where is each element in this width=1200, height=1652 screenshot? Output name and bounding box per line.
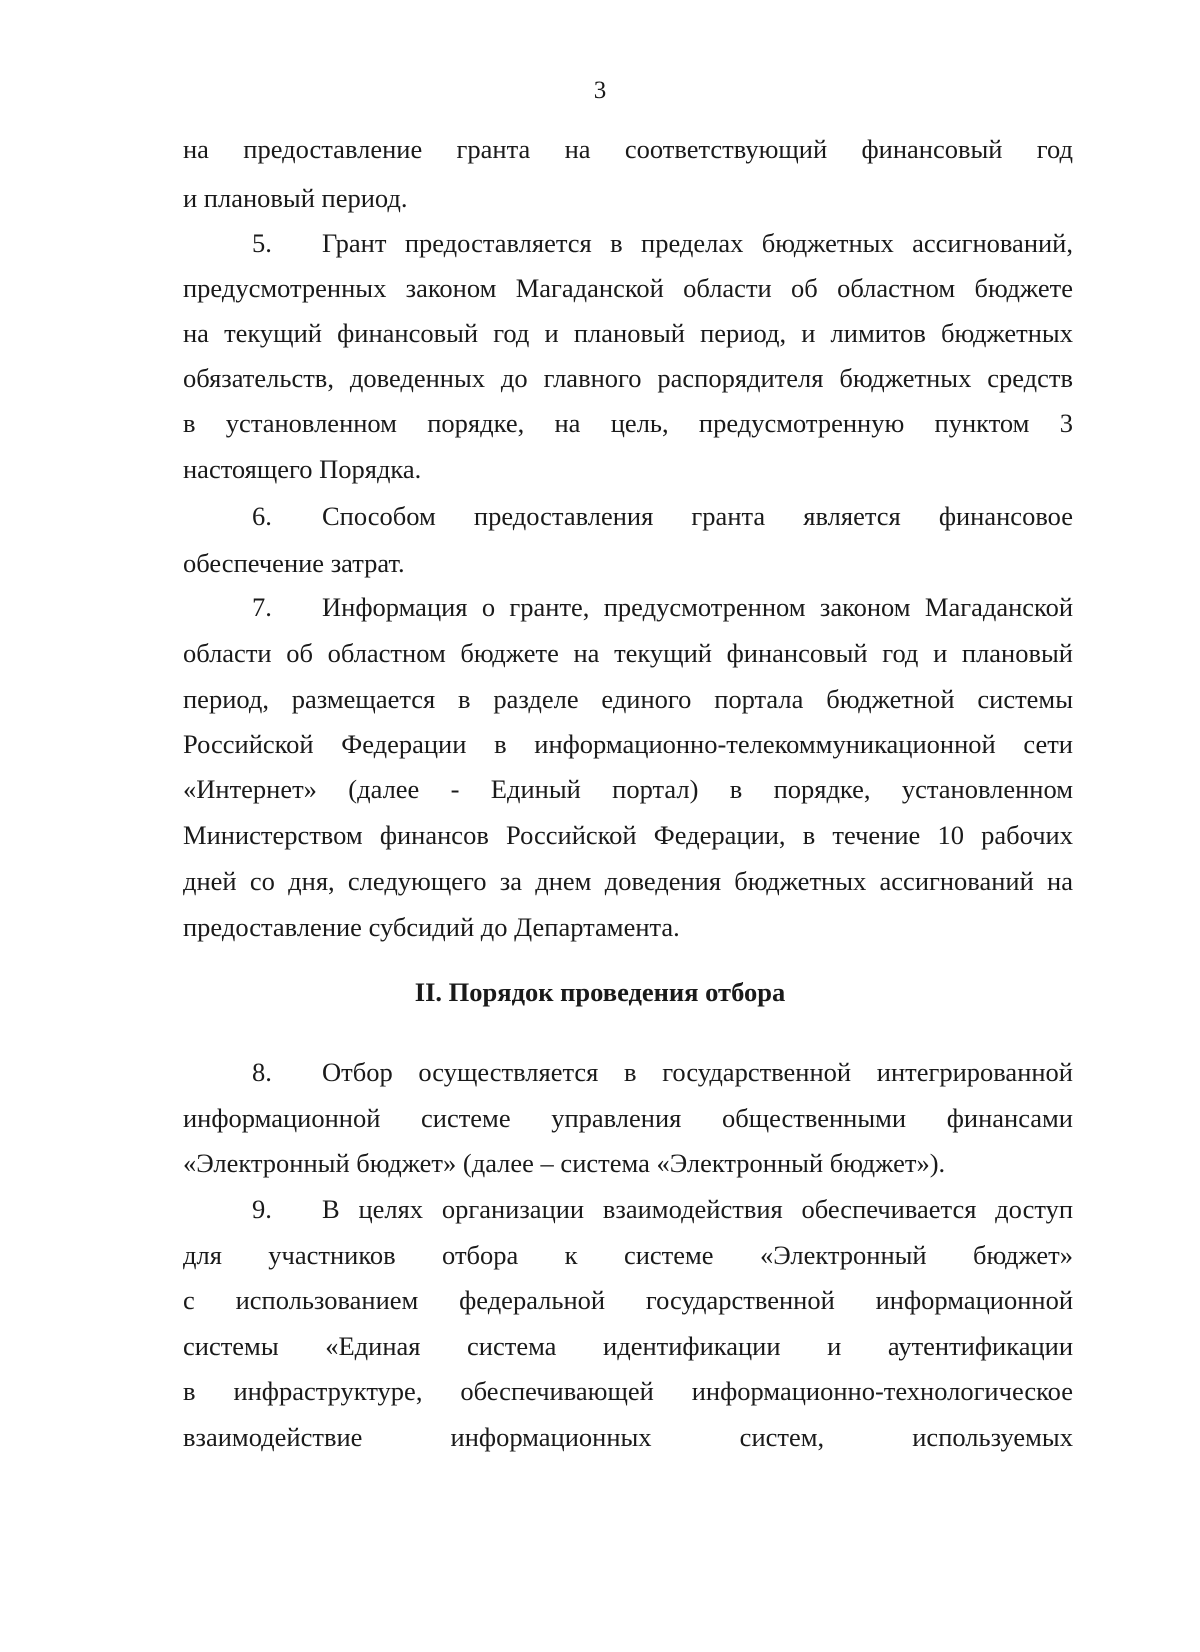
paragraph-number: 9. [252, 1194, 272, 1224]
text-line: обеспечение затрат. [183, 548, 405, 578]
text-line: для участников отбора к системе «Электронный бюджет» [183, 1240, 1073, 1270]
text-fragment: Информация о гранте, предусмотренном законом Магаданской [322, 592, 1073, 622]
page-number: 3 [593, 77, 607, 104]
paragraph-number: 8. [252, 1057, 272, 1087]
text-line: в установленном порядке, на цель, предусмотренную пунктом 3 [183, 408, 1073, 438]
text-fragment: В целях организации взаимодействия обеспечивается доступ [322, 1194, 1073, 1224]
text-line: период, размещается в разделе единого портала бюджетной системы [183, 684, 1073, 714]
text-line: дней со дня, следующего за днем доведения бюджетных ассигнований на [183, 866, 1073, 896]
paragraph-5-first-line [252, 226, 1073, 260]
paragraph-number: 7. [252, 592, 272, 622]
text-line: обязательств, доведенных до главного распорядителя бюджетных средств [183, 363, 1073, 393]
text-line: на предоставление гранта на соответствующий финансовый год [183, 134, 1073, 164]
text-line: настоящего Порядка. [183, 454, 422, 484]
text-line: области об областном бюджете на текущий финансовый год и плановый [183, 638, 1073, 668]
section-heading: II. Порядок проведения отбора [414, 977, 786, 1007]
text-line: с использованием федеральной государственной информационной [183, 1285, 1073, 1315]
paragraph-7-first-line [252, 590, 1073, 624]
text-line: «Интернет» (далее - Единый портал) в порядке, установленном [183, 774, 1073, 804]
text-line: информационной системе управления общественными финансами [183, 1103, 1073, 1133]
paragraph-6-first-line [252, 499, 1073, 533]
paragraph-number: 5. [252, 228, 272, 258]
paragraph-9-first-line [252, 1192, 1073, 1226]
text-line: в инфраструктуре, обеспечивающей информационно-технологическое [183, 1376, 1073, 1406]
text-line: Министерством финансов Российской Федерации, в течение 10 рабочих [183, 820, 1073, 850]
text-line: предоставление субсидий до Департамента. [183, 912, 680, 942]
text-fragment: Способом предоставления гранта является финансовое [322, 501, 1073, 531]
text-line: Российской Федерации в информационно-телекоммуникационной сети [183, 729, 1073, 759]
paragraph-number: 6. [252, 501, 272, 531]
text-line: «Электронный бюджет» (далее – система «Электронный бюджет»). [183, 1148, 946, 1178]
text-fragment: Отбор осуществляется в государственной интегрированной [322, 1057, 1073, 1087]
text-line: на текущий финансовый год и плановый период, и лимитов бюджетных [183, 318, 1073, 348]
text-fragment: Грант предоставляется в пределах бюджетных ассигнований, [322, 228, 1073, 258]
text-line: предусмотренных законом Магаданской области об областном бюджете [183, 273, 1073, 303]
text-line: взаимодействие информационных систем, используемых [183, 1422, 1073, 1452]
paragraph-8-first-line [252, 1055, 1073, 1089]
text-line: и плановый период. [183, 183, 408, 213]
text-line: системы «Единая система идентификации и аутентификации [183, 1331, 1073, 1361]
